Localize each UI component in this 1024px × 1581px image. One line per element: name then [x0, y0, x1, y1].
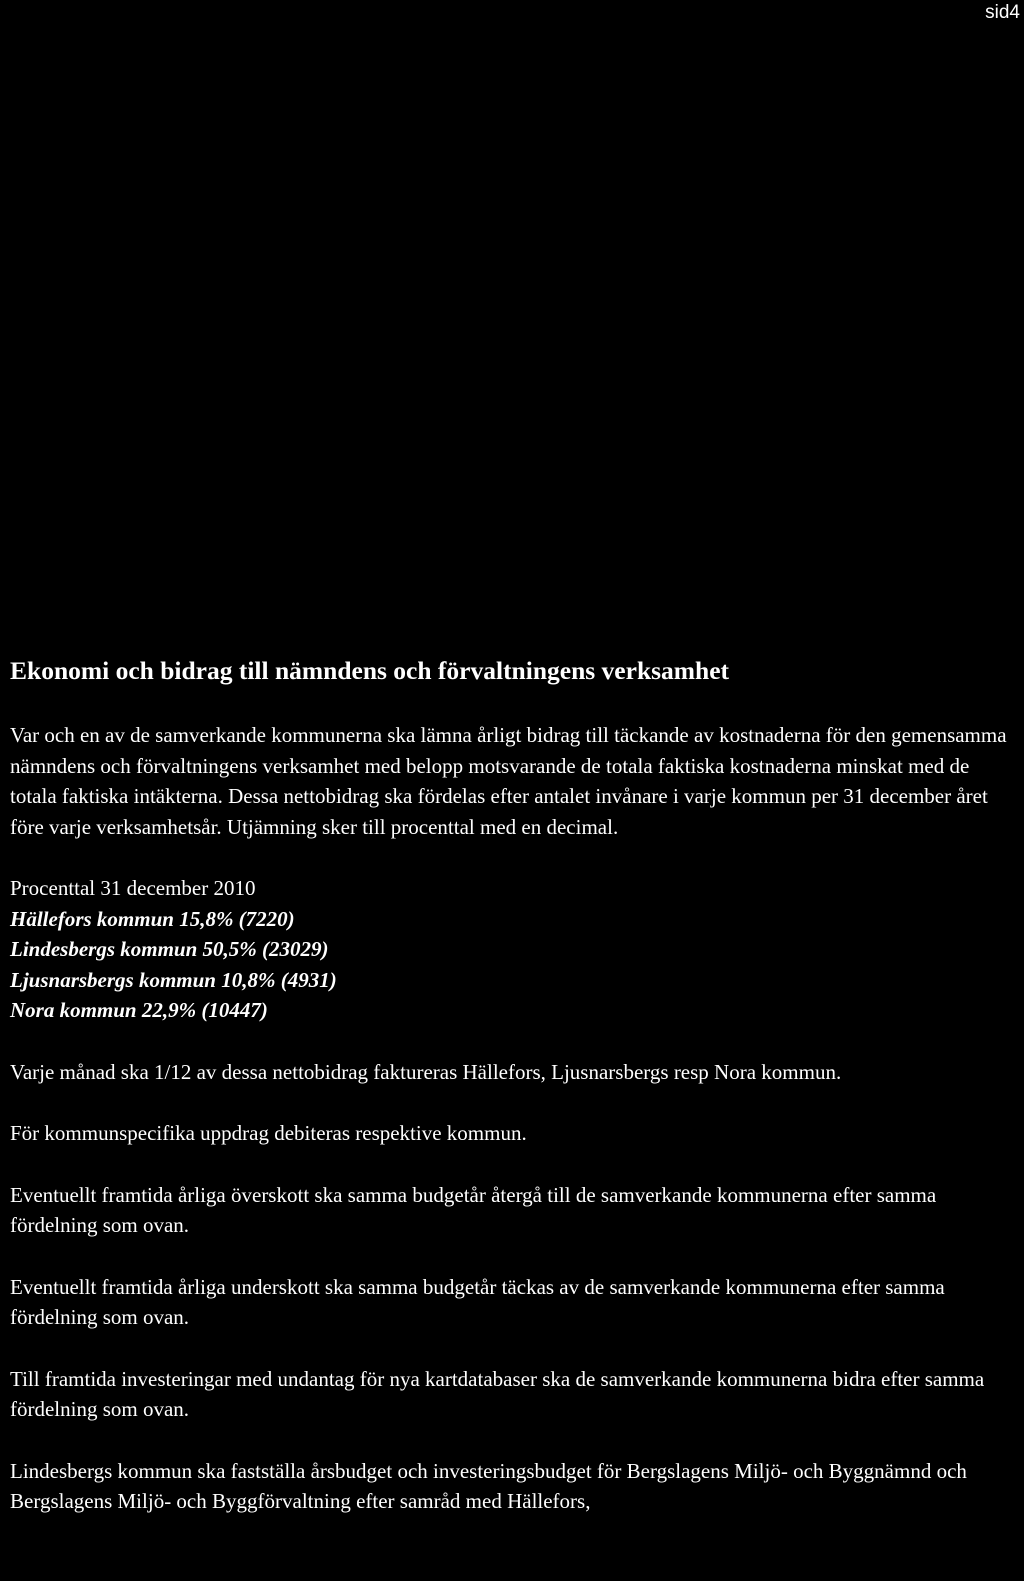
intro-paragraph: Var och en av de samverkande kommunerna ska lämna årligt bidrag till täckande av kostnaderna för den gemensamma nämndens och förvaltningens verksamhet med belopp motsvarande de totala faktiska kostnaderna minskat med de totala faktiska intäkterna. Dessa nettobidrag ska fördelas efter antalet invånare i varje kommun per 31 december året före varje verksamhetsår. Utjämning sker till procenttal med en decimal. — [10, 723, 1007, 839]
percentage-item-ljusnarsberg: Ljusnarsbergs kommun 10,8% (4931) — [10, 967, 337, 992]
percentage-item-lindesberg: Lindesbergs kommun 50,5% (23029) — [10, 937, 329, 961]
section-heading: Ekonomi och bidrag till nämndens och förvaltningens verksamhet — [10, 656, 730, 685]
specific-assignments-paragraph: För kommunspecifika uppdrag debiteras respektive kommun. — [10, 1121, 527, 1145]
budget-paragraph: Lindesbergs kommun ska fastställa årsbudget och investeringsbudget för Bergslagens Miljö- och Byggnämnd och Bergslagens Miljö- och Byggförvaltning efter samråd med Hällefors, — [10, 1458, 967, 1513]
deficit-paragraph: Eventuellt framtida årliga underskott ska samma budgetår täckas av de samverkande kommunerna efter samma fördelning som ovan. — [10, 1274, 945, 1329]
percentage-label: Procenttal 31 december 2010 — [10, 876, 256, 900]
page-number: sid4 — [985, 2, 1020, 23]
billing-paragraph: Varje månad ska 1/12 av dessa nettobidrag faktureras Hällefors, Ljusnarsbergs resp Nora kommun. — [10, 1059, 842, 1084]
surplus-paragraph: Eventuellt framtida årliga överskott ska samma budgetår återgå till de samverkande kommunerna efter samma fördelning som ovan. — [10, 1182, 937, 1237]
percentage-item-nora: Nora kommun 22,9% (10447) — [10, 998, 268, 1022]
document-section — [10, 654, 1014, 1548]
percentage-item-hallefors: Hällefors kommun 15,8% (7220) — [10, 906, 295, 931]
investments-paragraph: Till framtida investeringar med undantag för nya kartdatabaser ska de samverkande kommunerna bidra efter samma fördelning som ovan. — [10, 1366, 985, 1421]
percentage-list — [10, 873, 1014, 1026]
